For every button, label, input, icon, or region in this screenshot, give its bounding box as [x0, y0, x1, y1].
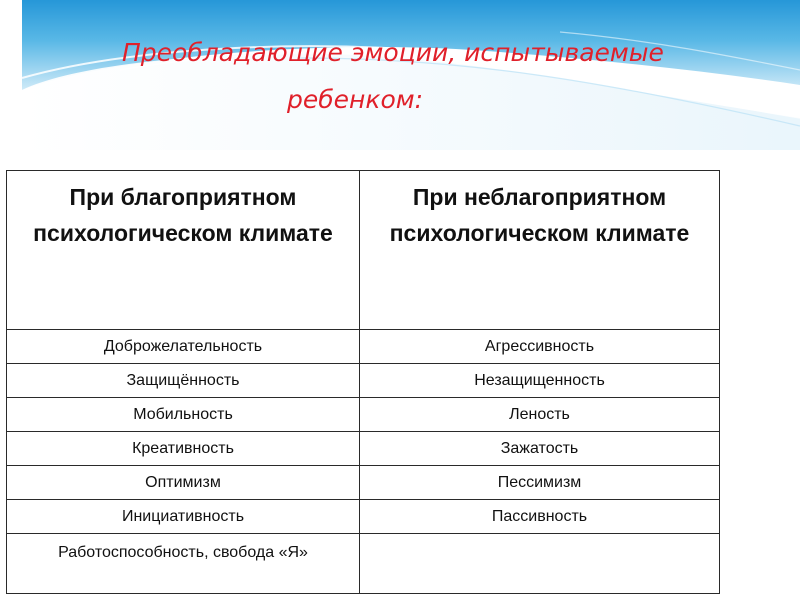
unfavorable-emotion-cell: Зажатость: [360, 432, 720, 466]
favorable-emotion-cell: Мобильность: [7, 398, 360, 432]
favorable-emotion-cell: Защищённость: [7, 364, 360, 398]
unfavorable-emotion-cell: Пессимизм: [360, 466, 720, 500]
header-favorable-climate: При благоприятном психологическом климате: [7, 171, 360, 330]
table-row: [7, 500, 720, 534]
favorable-emotion-cell: Инициативность: [7, 500, 360, 534]
table-row: [7, 398, 720, 432]
emotions-table: [6, 170, 720, 594]
slide-title-line-1: Преобладающие эмоции, испытываемые: [122, 38, 664, 67]
favorable-emotion-cell: Креативность: [7, 432, 360, 466]
slide-title-line-2: ребенком:: [287, 85, 424, 114]
unfavorable-emotion-cell: Леность: [360, 398, 720, 432]
favorable-emotion-cell: Оптимизм: [7, 466, 360, 500]
unfavorable-emotion-cell: Пассивность: [360, 500, 720, 534]
table-row: [7, 466, 720, 500]
header-unfavorable-climate: При неблагоприятном психологическом климате: [360, 171, 720, 330]
slide-title: [0, 0, 800, 150]
table-row: [7, 534, 720, 594]
favorable-emotion-cell: Работоспособность, свобода «Я»: [7, 534, 360, 594]
table-header-row: [7, 171, 720, 330]
unfavorable-emotion-cell: Агрессивность: [360, 330, 720, 364]
table-row: [7, 364, 720, 398]
table-row: [7, 432, 720, 466]
unfavorable-emotion-cell: [360, 534, 720, 594]
table-row: [7, 330, 720, 364]
unfavorable-emotion-cell: Незащищенность: [360, 364, 720, 398]
favorable-emotion-cell: Доброжелательность: [7, 330, 360, 364]
